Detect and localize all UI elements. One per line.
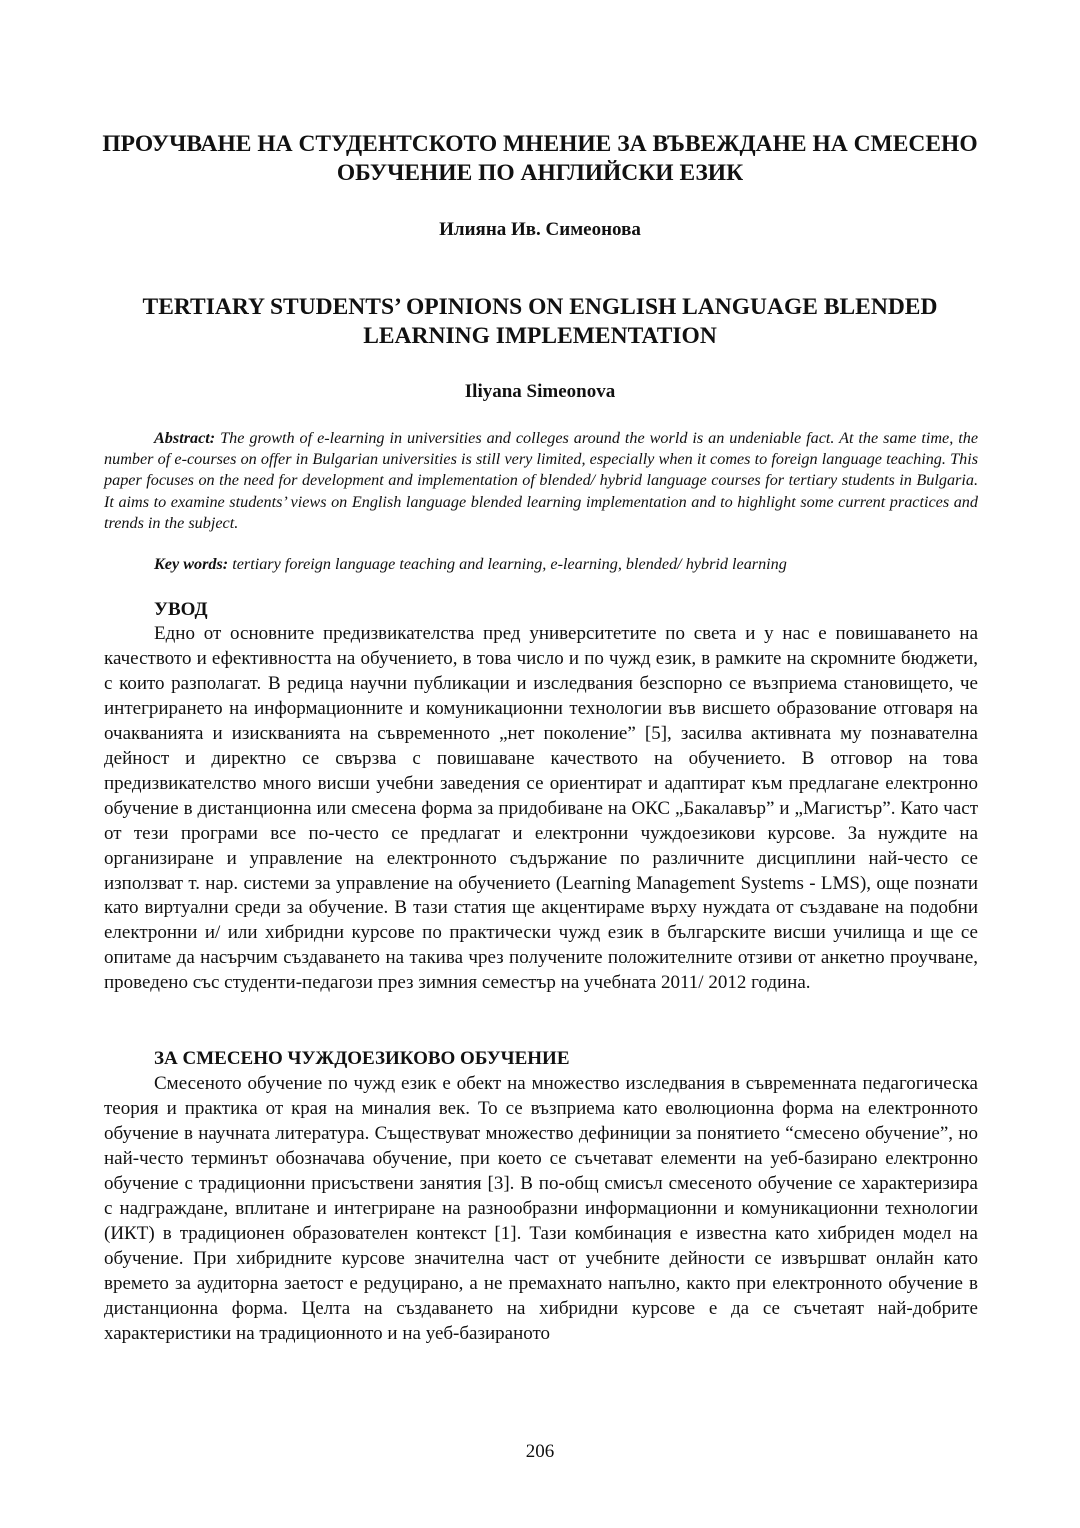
title-english: TERTIARY STUDENTS’ OPINIONS ON ENGLISH LANGUAGE BLENDED LEARNING IMPLEMENTATION: [142, 294, 938, 349]
author-english: Iliyana Simeonova: [464, 381, 616, 402]
abstract: [104, 428, 978, 534]
keywords: [104, 554, 978, 575]
abstract-label: Abstract:: [154, 429, 216, 447]
section-heading-introduction: УВОД: [154, 599, 208, 620]
section-heading-blended-learning: ЗА СМЕСЕНО ЧУЖДОЕЗИКОВО ОБУЧЕНИЕ: [154, 1048, 570, 1069]
page-number: 206: [525, 1441, 555, 1462]
keywords-label: Key words:: [154, 555, 229, 573]
abstract-text: The growth of e-learning in universities and colleges around the world is an undeniable fact. At the same time, the number of e-courses on offer in Bulgarian universities is still very limited, especially when it comes to foreign language teaching. This paper focuses on the need for development and implementation of blended/ hybrid language courses for tertiary students in Bulgaria. It aims to examine students’ views on English language blended learning implementation and to highlight some current practices and trends in the subject.: [104, 429, 978, 532]
section-body-blended-learning: Смесеното обучение по чужд език е обект на множество изследвания в съвременната педагогическа теория и практика от края на миналия век. То се възприема като еволюционна форма на електронното обучение в научната литература. Съществуват множество дефиниции за понятието “смесено обучение”, но най-често терминът обозначава обучение, при което се съчетават елементи на уеб-базирано електронно обучение с традиционни присъствени занятия [3]. В по-общ смисъл смесеното обучение се характеризира с надграждане, вплитане и интегриране на разнообразни информационни и комуникационни технологии (ИКТ) в традиционен образователен контекст [1]. Тази комбинация е известна като хибриден модел на обучение. При хибридните курсове значителна част от учебните дейности се извършват онлайн като времето за аудиторна заетост е редуцирано, а не премахнато напълно, както при електронното обучение в дистанционна форма. Целта на създаването на хибридни курсове е да се съчетаят най-добрите характеристики на традиционното и на уеб-базираното: [104, 1073, 978, 1344]
section-body-introduction: Едно от основните предизвикателства пред университетите по света и у нас е повишаването на качеството и ефективността на обучението, в това число и по чужд език, в рамките на скромните бюджети, с които разполагат. В редица научни публикации и изследвания безспорно се възприема становището, че интегрирането на информационните и комуникационни технологии във висшето образование отговаря на очакванията и изискванията на съвременното „нет поколение” [5], засилва активната му познавателна дейност и директно се свързва с повишаване качеството на обучението. В отговор на това предизвикателство много висши учебни заведения се ориентират и адаптират към предлагане електронно обучение в дистанционна или смесена форма за придобиване на ОКС „Бакалавър” и „Магистър”. Като част от тези програми все по-често се предлагат и електронни чуждоезикови курсове. За нуждите на организиране и управление на електронното съдържание по различните дисциплини най-често се използват т. нар. системи за управление на обучението (Learning Management Systems - LMS), още познати като виртуални среди за обучение. В тази статия ще акцентираме върху нуждата от създаване на подобни електронни и/ или хибридни курсове по практически чужд език в българските висши училища и ще се опитаме да насърчим създаването на такива чрез получените положителните отзиви от анкетно проучване, проведено със студенти-педагози през зимния семестър на учебната 2011/ 2012 година.: [104, 623, 978, 994]
keywords-text: tertiary foreign language teaching and learning, e-learning, blended/ hybrid learning: [232, 555, 787, 573]
author-bulgarian: Илияна Ив. Симеонова: [439, 219, 641, 240]
title-bulgarian: ПРОУЧВАНЕ НА СТУДЕНТСКОТО МНЕНИЕ ЗА ВЪВЕЖДАНЕ НА СМЕСЕНО ОБУЧЕНИЕ ПО АНГЛИЙСКИ ЕЗИК: [102, 131, 978, 186]
